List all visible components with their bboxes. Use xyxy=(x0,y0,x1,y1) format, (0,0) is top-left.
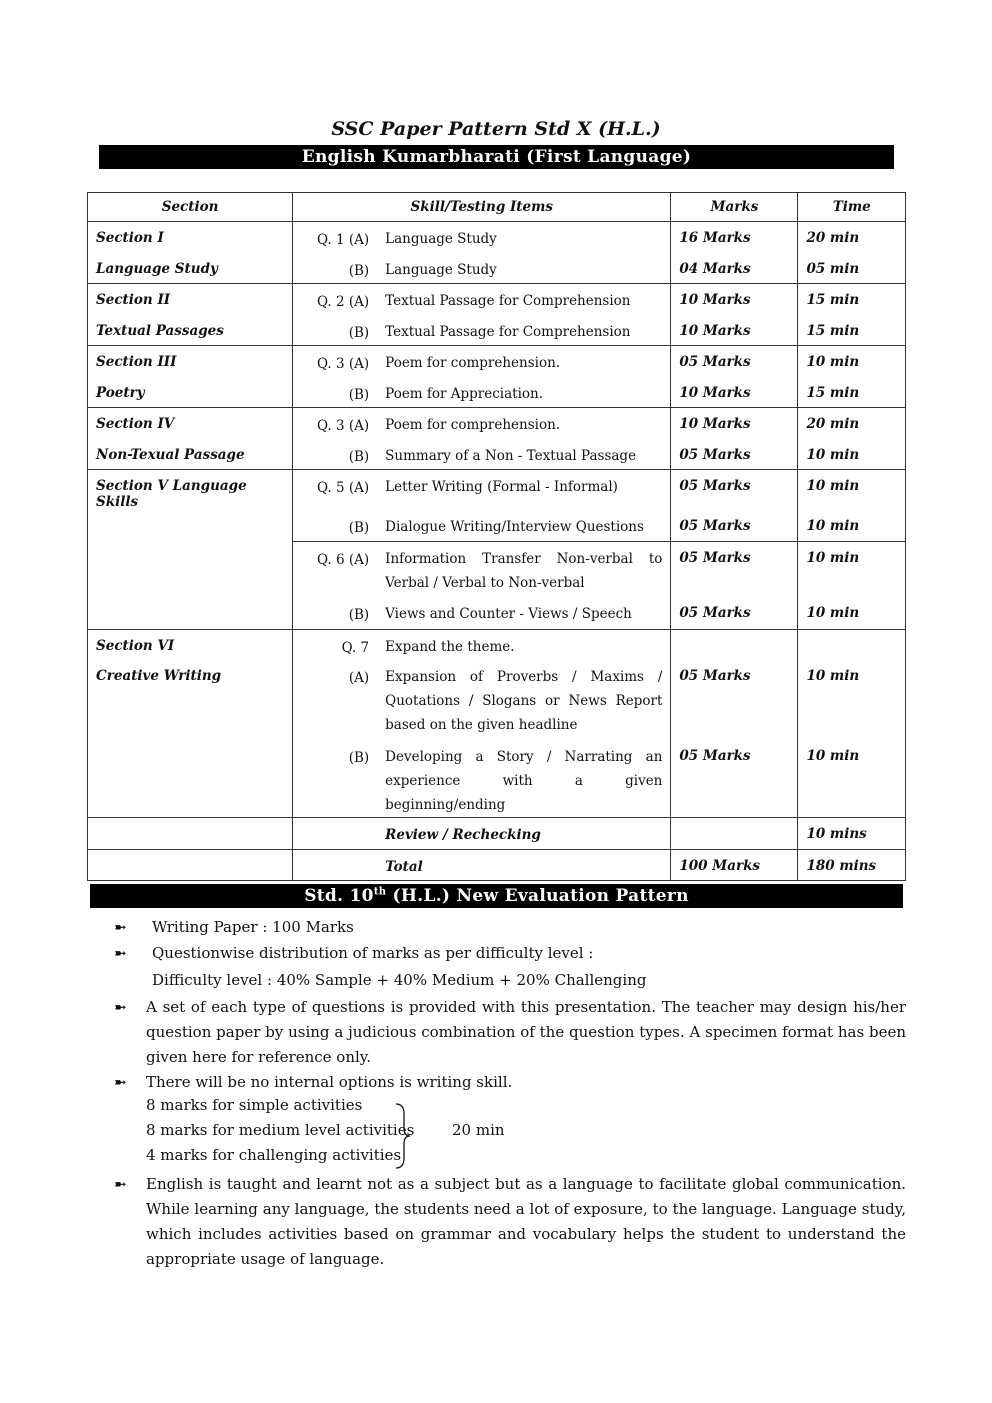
section-cell: Section III xyxy=(88,346,293,377)
list-item-detail: 8 marks for simple activities xyxy=(146,1096,363,1114)
time-cell: 10 min xyxy=(798,439,906,470)
time-cell: 180 mins xyxy=(798,850,906,881)
item-cell xyxy=(293,740,671,818)
table-row xyxy=(88,818,906,850)
question-number xyxy=(293,858,369,879)
section-cell: Section II xyxy=(88,284,293,315)
arrow-bullet-icon: ➼ xyxy=(114,998,127,1016)
question-number: (B) xyxy=(348,262,370,279)
column-header: Section xyxy=(88,193,293,222)
time-note: 20 min xyxy=(452,1121,505,1139)
time-cell: 10 min xyxy=(798,346,906,377)
list-item: A set of each type of questions is provided with this presentation. The teacher may design his/her question paper by using a judicious combination of the question types. A specimen format has been given here for reference only. xyxy=(146,998,906,1066)
marks-cell: 05 Marks xyxy=(671,541,798,597)
section-cell: Poetry xyxy=(88,377,293,408)
item-cell xyxy=(293,597,671,629)
section-cell xyxy=(88,597,293,629)
arrow-bullet-icon: ➼ xyxy=(114,1175,127,1193)
item-content xyxy=(293,550,670,595)
table-row xyxy=(88,253,906,284)
list-item: Writing Paper : 100 Marks xyxy=(152,918,354,936)
table-row xyxy=(88,597,906,629)
item-text: Language Study xyxy=(385,231,497,247)
item-text: Total xyxy=(385,859,423,875)
section-cell: Textual Passages xyxy=(88,315,293,346)
item-text: Poem for comprehension. xyxy=(385,355,561,371)
item-text: Poem for Appreciation. xyxy=(385,385,544,402)
item-text: Dialogue Writing/Interview Questions xyxy=(385,519,644,535)
table-row xyxy=(88,541,906,597)
table-row xyxy=(88,346,906,377)
question-number: (B) xyxy=(348,607,370,623)
item-content xyxy=(293,230,670,251)
item-cell xyxy=(293,439,671,470)
time-cell: 20 min xyxy=(798,408,906,439)
section-cell xyxy=(88,850,293,881)
item-content xyxy=(293,416,670,437)
marks-cell: 16 Marks xyxy=(671,222,798,253)
item-content xyxy=(293,354,670,375)
marks-cell: 05 Marks xyxy=(671,439,798,470)
question-number: Q. 5 (A) xyxy=(317,480,370,496)
table-row xyxy=(88,377,906,408)
question-number: Q. 3 (A) xyxy=(317,356,370,372)
item-cell xyxy=(293,629,671,660)
table-row xyxy=(88,284,906,315)
item-text: Expansion of Proverbs / Maxims / Quotations / Slogans or News Report based on the given headline xyxy=(385,669,663,733)
item-text: Views and Counter - Views / Speech xyxy=(385,606,632,622)
question-number: Q. 7 xyxy=(341,639,370,656)
question-number: (A) xyxy=(348,670,370,686)
item-content xyxy=(293,826,670,847)
section-cell xyxy=(88,740,293,818)
marks-cell: 10 Marks xyxy=(671,315,798,346)
time-cell: 10 min xyxy=(798,510,906,541)
question-number: (B) xyxy=(348,324,370,341)
question-number: Q. 3 (A) xyxy=(317,418,370,434)
brace-icon xyxy=(394,1102,414,1170)
item-text: Language Study xyxy=(385,261,497,278)
question-number: Q. 6 (A) xyxy=(317,551,370,568)
marks-cell: 10 Marks xyxy=(671,284,798,315)
item-text: Textual Passage for Comprehension xyxy=(385,293,631,309)
item-cell xyxy=(293,818,671,850)
marks-cell: 05 Marks xyxy=(671,470,798,511)
marks-cell: 100 Marks xyxy=(671,850,798,881)
item-cell xyxy=(293,284,671,315)
item-text: Letter Writing (Formal - Informal) xyxy=(385,479,618,495)
question-number: (B) xyxy=(348,386,370,403)
item-content xyxy=(293,858,670,879)
time-cell xyxy=(798,629,906,660)
list-item: Questionwise distribution of marks as per difficulty level : xyxy=(152,944,594,962)
item-content xyxy=(293,668,670,737)
item-text: Textual Passage for Comprehension xyxy=(385,323,631,340)
marks-cell: 05 Marks xyxy=(671,660,798,740)
question-number: Q. 1 (A) xyxy=(317,232,370,248)
marks-cell xyxy=(671,629,798,660)
question-number: (B) xyxy=(348,520,370,536)
table-row xyxy=(88,660,906,740)
question-number xyxy=(293,826,369,847)
item-text: Expand the theme. xyxy=(385,638,515,655)
item-cell xyxy=(293,470,671,511)
item-cell xyxy=(293,541,671,597)
item-text: Summary of a Non - Textual Passage xyxy=(385,447,637,464)
item-cell xyxy=(293,346,671,377)
item-content xyxy=(293,518,670,539)
marks-cell: 10 Marks xyxy=(671,377,798,408)
item-text: Information Transfer Non-verbal to Verbal / Verbal to Non-verbal xyxy=(385,550,663,591)
table-row xyxy=(88,850,906,881)
paper-pattern-table xyxy=(87,192,906,881)
item-content xyxy=(293,605,670,626)
table-row xyxy=(88,470,906,511)
time-cell: 15 min xyxy=(798,377,906,408)
marks-cell xyxy=(671,818,798,850)
section-cell: Section I xyxy=(88,222,293,253)
section-banner: English Kumarbharati (First Language) xyxy=(99,145,894,169)
item-cell xyxy=(293,850,671,881)
time-cell: 05 min xyxy=(798,253,906,284)
question-number: Q. 2 (A) xyxy=(317,294,370,310)
section-cell: Creative Writing xyxy=(88,660,293,740)
marks-cell: 05 Marks xyxy=(671,346,798,377)
marks-cell: 05 Marks xyxy=(671,597,798,629)
time-cell: 10 min xyxy=(798,740,906,818)
page-title: SSC Paper Pattern Std X (H.L.) xyxy=(331,118,661,140)
section-cell xyxy=(88,510,293,541)
item-text: Developing a Story / Narrating an experience with a given beginning/ending xyxy=(385,749,663,813)
time-cell: 15 min xyxy=(798,284,906,315)
item-content xyxy=(293,638,670,659)
marks-cell: 04 Marks xyxy=(671,253,798,284)
section-cell: Section IV xyxy=(88,408,293,439)
list-item-detail: Difficulty level : 40% Sample + 40% Medium + 20% Challenging xyxy=(152,971,647,989)
table-row xyxy=(88,315,906,346)
question-number: (B) xyxy=(348,750,370,766)
item-cell xyxy=(293,510,671,541)
list-item: There will be no internal options is writing skill. xyxy=(146,1073,513,1091)
column-header: Time xyxy=(798,193,906,222)
table-row xyxy=(88,439,906,470)
arrow-bullet-icon: ➼ xyxy=(114,944,127,962)
arrow-bullet-icon: ➼ xyxy=(114,918,127,936)
list-item-detail: 4 marks for challenging activities xyxy=(146,1146,402,1164)
item-cell xyxy=(293,660,671,740)
item-content xyxy=(293,447,670,468)
item-cell xyxy=(293,377,671,408)
table-row xyxy=(88,740,906,818)
time-cell: 20 min xyxy=(798,222,906,253)
table-row xyxy=(88,408,906,439)
item-text: Poem for comprehension. xyxy=(385,417,561,433)
item-cell xyxy=(293,253,671,284)
item-cell xyxy=(293,315,671,346)
table-header-row xyxy=(88,193,906,222)
item-content xyxy=(293,261,670,282)
time-cell: 10 min xyxy=(798,470,906,511)
item-content xyxy=(293,323,670,344)
column-header: Marks xyxy=(671,193,798,222)
table-row xyxy=(88,510,906,541)
marks-cell: 05 Marks xyxy=(671,740,798,818)
arrow-bullet-icon: ➼ xyxy=(114,1073,127,1091)
time-cell: 15 min xyxy=(798,315,906,346)
section-cell xyxy=(88,818,293,850)
item-cell xyxy=(293,222,671,253)
table-row xyxy=(88,222,906,253)
section-cell: Non-Texual Passage xyxy=(88,439,293,470)
item-content xyxy=(293,478,670,499)
section-cell: Section VI xyxy=(88,629,293,660)
evaluation-banner: Std. 10th (H.L.) New Evaluation Pattern xyxy=(90,884,903,908)
section-cell xyxy=(88,541,293,597)
marks-cell: 05 Marks xyxy=(671,510,798,541)
list-item: English is taught and learnt not as a subject but as a language to facilitate global communication. While learning any language, the students need a lot of exposure, to the language. Language study, which includes activities based on grammar and vocabulary helps the student to understand the appropriate usage of language. xyxy=(146,1175,906,1268)
time-cell: 10 min xyxy=(798,541,906,597)
list-item-detail: 8 marks for medium level activities xyxy=(146,1121,415,1139)
question-number: (B) xyxy=(348,448,370,465)
marks-cell: 10 Marks xyxy=(671,408,798,439)
item-content xyxy=(293,385,670,406)
column-header: Skill/Testing Items xyxy=(293,193,671,222)
section-cell: Language Study xyxy=(88,253,293,284)
item-text: Review / Rechecking xyxy=(385,827,541,843)
item-content xyxy=(293,292,670,313)
item-content xyxy=(293,748,670,817)
time-cell: 10 min xyxy=(798,660,906,740)
table-row xyxy=(88,629,906,660)
time-cell: 10 min xyxy=(798,597,906,629)
section-cell: Section V Language Skills xyxy=(88,470,293,511)
item-cell xyxy=(293,408,671,439)
time-cell: 10 mins xyxy=(798,818,906,850)
